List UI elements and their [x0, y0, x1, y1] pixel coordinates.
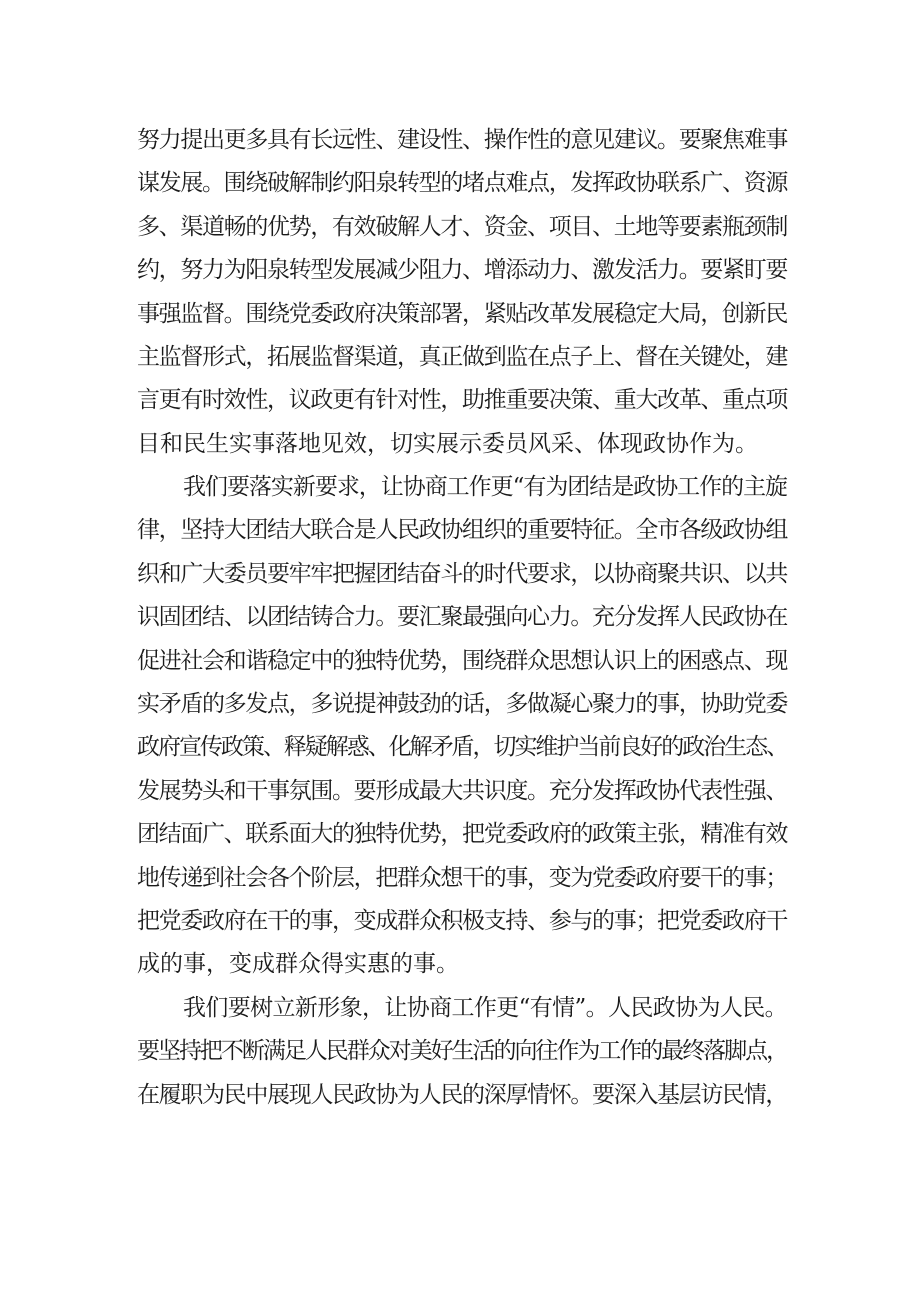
text-line: 努力提出更多具有长远性、建设性、操作性的意见建议。要聚焦难事	[137, 127, 787, 153]
text-line: 地传递到社会各个阶层，把群众想干的事，变为党委政府要干的事；	[137, 864, 787, 891]
paragraph-2	[137, 466, 787, 987]
text-line: 政府宣传政策、释疑解惑、化解矛盾，切实维护当前良好的政治生态、	[137, 734, 787, 761]
text-line: 我们要落实新要求，让协商工作更“有为团结是政协工作的主旋	[183, 474, 787, 500]
text-line: 目和民生实事落地见效，切实展示委员风采、体现政协作为。	[137, 430, 758, 457]
text-line: 我们要树立新形象，让协商工作更“有情”。人民政协为人民。	[183, 995, 787, 1021]
text-line: 促进社会和谐稳定中的独特优势，围绕群众思想认识上的困惑点、现	[137, 647, 787, 674]
text-line: 要坚持把不断满足人民群众对美好生活的向往作为工作的最终落脚点，	[137, 1038, 787, 1065]
text-line: 发展势头和干事氛围。要形成最大共识度。充分发挥政协代表性强、	[137, 777, 787, 804]
text-line: 成的事，变成群众得实惠的事。	[137, 951, 459, 978]
text-line: 织和广大委员要牢牢把握团结奋斗的时代要求，以协商聚共识、以共	[137, 560, 787, 587]
text-line: 识固团结、以团结铸合力。要汇聚最强向心力。充分发挥人民政协在	[137, 604, 787, 631]
paragraph-3	[137, 987, 787, 1117]
text-line: 约，努力为阳泉转型发展减少阻力、增添动力、激发活力。要紧盯要	[137, 257, 787, 284]
text-line: 团结面广、联系面大的独特优势，把党委政府的政策主张，精准有效	[137, 821, 787, 848]
text-line: 律，坚持大团结大联合是人民政协组织的重要特征。全市各级政协组	[137, 517, 787, 544]
text-line: 把党委政府在干的事，变成群众积极支持、参与的事；把党委政府干	[137, 907, 787, 934]
text-line: 言更有时效性，议政更有针对性，助推重要决策、重大改革、重点项	[137, 387, 787, 414]
text-line: 在履职为民中展现人民政协为人民的深厚情怀。要深入基层访民情，	[137, 1081, 787, 1108]
text-line: 谋发展。围绕破解制约阳泉转型的堵点难点，发挥政协联系广、资源	[137, 170, 787, 197]
text-line: 事强监督。围绕党委政府决策部署，紧贴改革发展稳定大局，创新民	[137, 300, 787, 327]
text-line: 主监督形式，拓展监督渠道，真正做到监在点子上、督在关键处，建	[137, 343, 787, 370]
text-line: 多、渠道畅的优势，有效破解人才、资金、项目、土地等要素瓶颈制	[137, 213, 787, 240]
paragraph-1	[137, 119, 787, 466]
text-line: 实矛盾的多发点，多说提神鼓劲的话，多做凝心聚力的事，协助党委	[137, 690, 787, 717]
